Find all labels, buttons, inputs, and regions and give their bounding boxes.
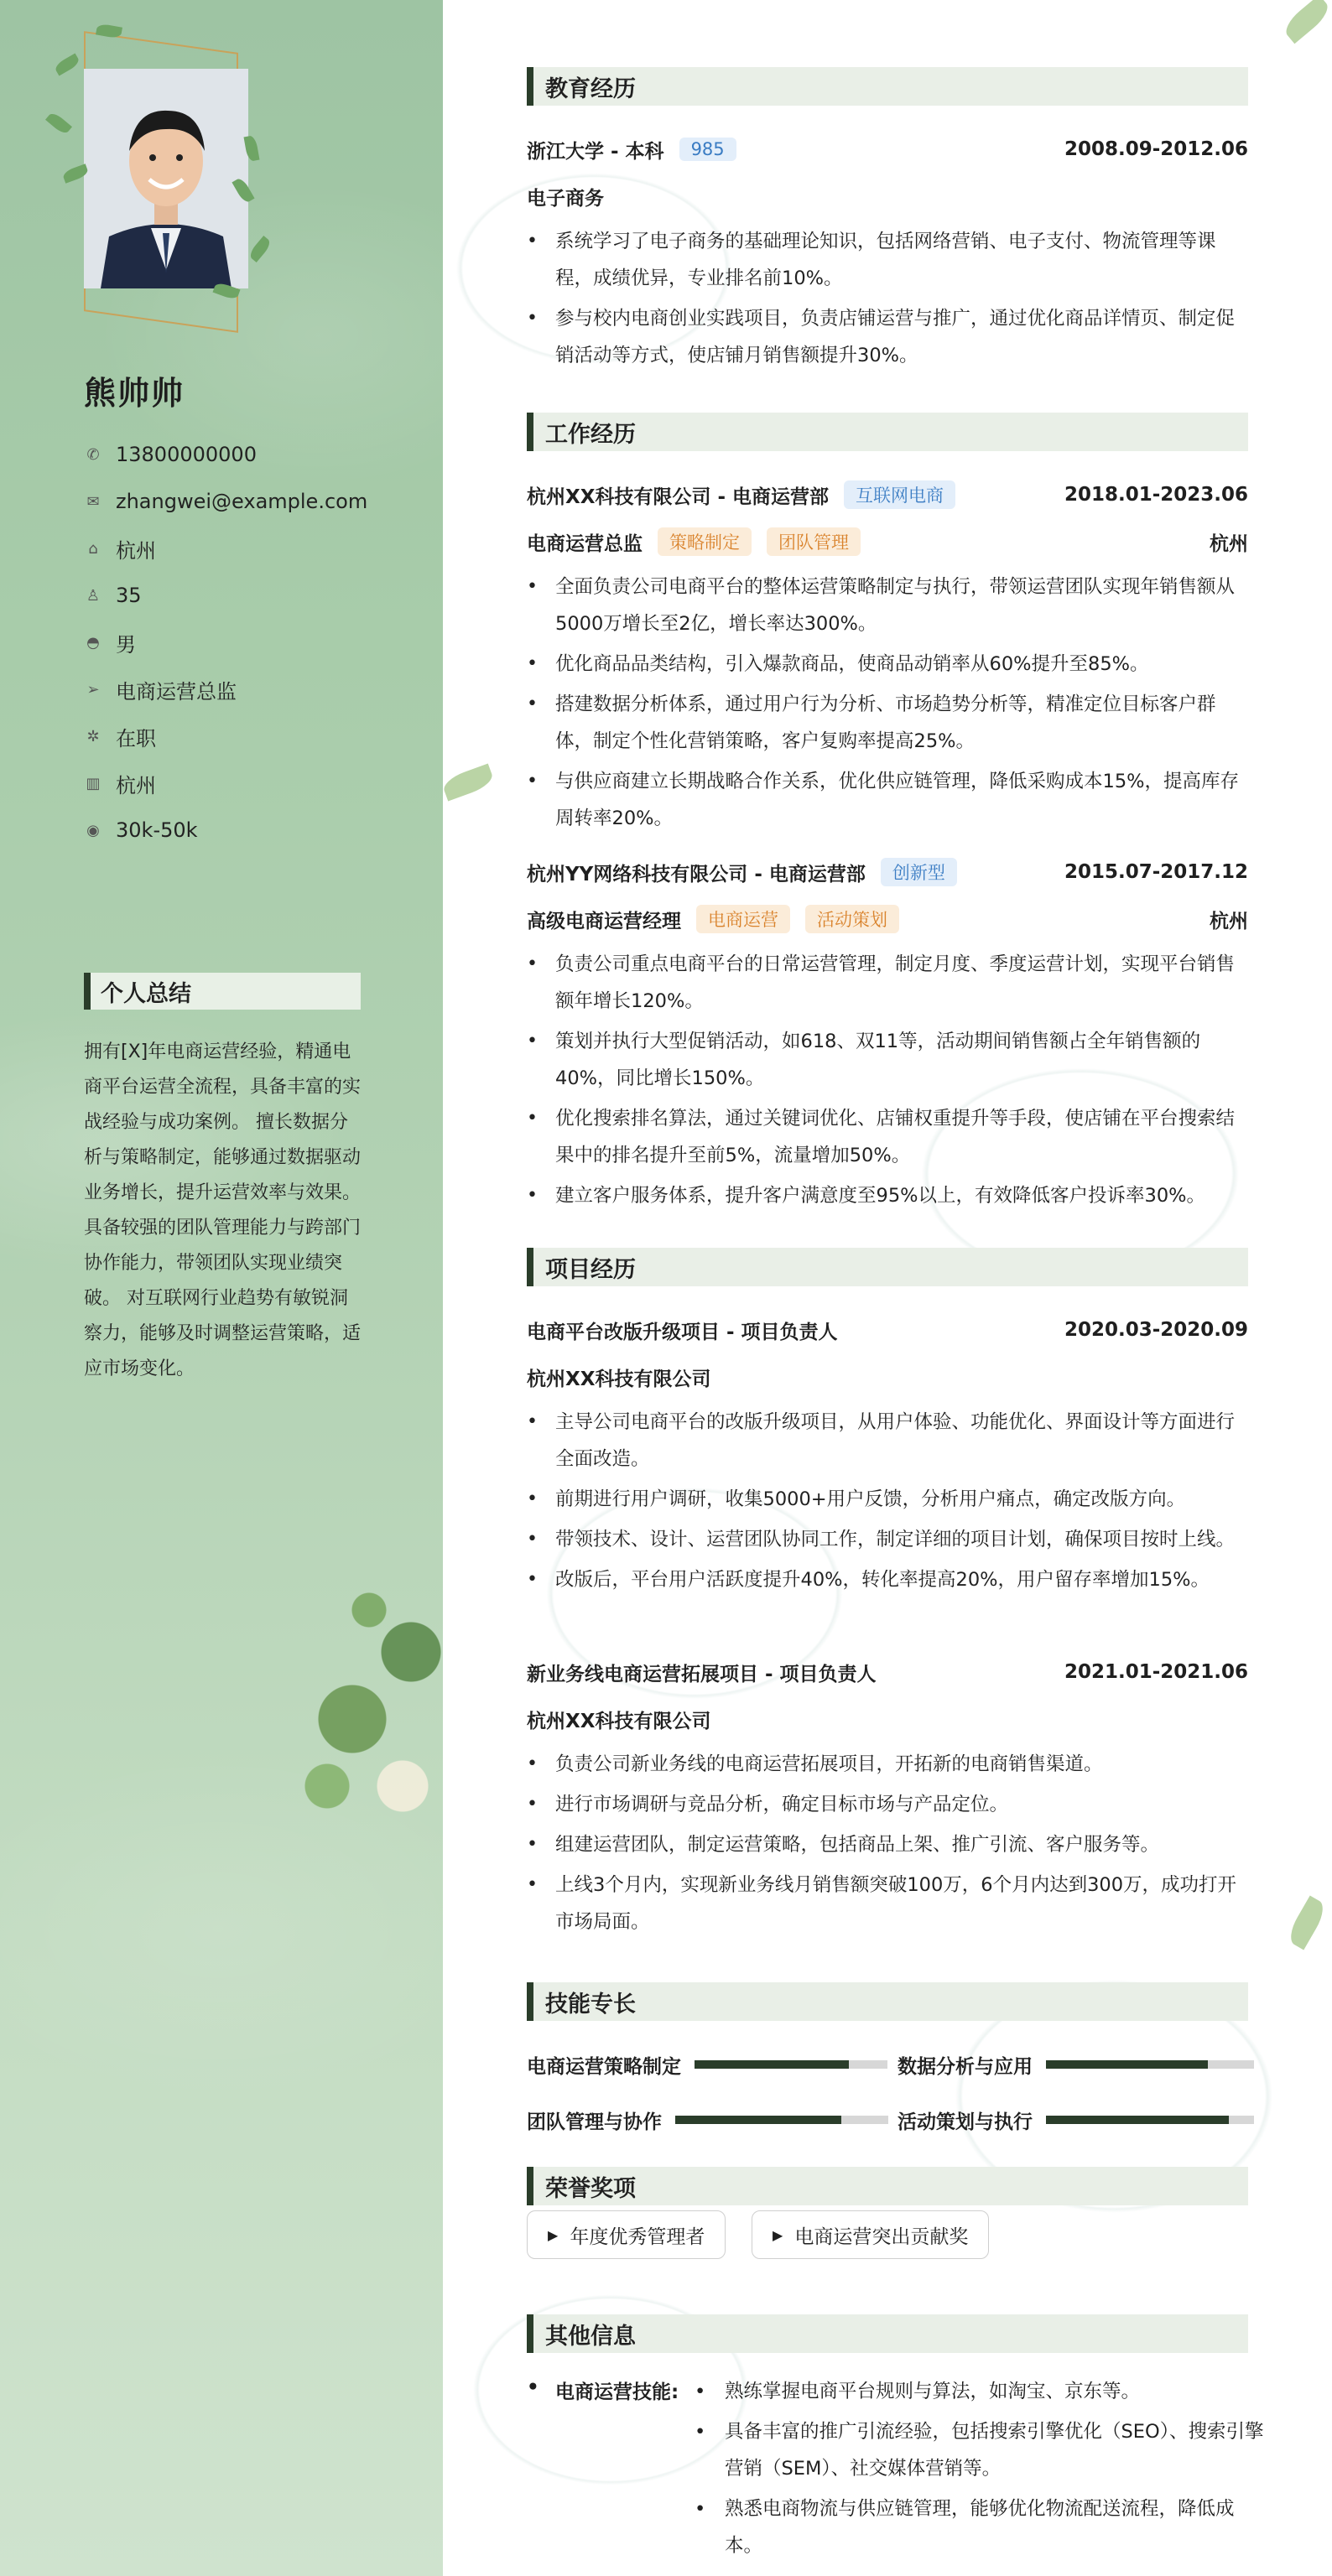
skill-bar [675, 2116, 888, 2124]
list-item: • 策划并执行大型促销活动，如618、双11等，活动期间销售额占全年销售额的40%，同比增长150%。 [527, 1023, 1248, 1097]
list-item: • 负责公司新业务线的电商运营拓展项目，开拓新的电商销售渠道。 [527, 1746, 1248, 1783]
info-item [84, 666, 367, 713]
info-text: 杭州 [116, 538, 156, 563]
leaf-icon [54, 53, 81, 75]
job-role: 电商运营总监 [527, 532, 643, 555]
list-item: • 系统学习了电子商务的基础理论知识，包括网络营销、电子支付、物流管理等课程，成绩优异，专业排名前10%。 [527, 223, 1248, 297]
award-label: 电商运营突出贡献奖 [794, 2225, 969, 2248]
summary-section [84, 973, 361, 1387]
major-name: 电子商务 [527, 187, 604, 210]
company-tag: 创新型 [881, 858, 957, 886]
project-company-row [527, 1362, 1248, 1392]
list-item: • 上线3个月内，实现新业务线月销售额突破100万，6个月内达到300万，成功打开市场局面。 [527, 1867, 1248, 1940]
skill-bar-fill [1046, 2116, 1229, 2124]
list-item: • 前期进行用户调研，收集5000+用户反馈，分析用户痛点，确定改版方向。 [527, 1481, 1248, 1518]
summary-heading: 个人总结 [84, 973, 361, 1010]
phone-icon: ✆ [86, 445, 100, 464]
education-header-row [527, 134, 1248, 164]
other-heading: 其他信息 [527, 2314, 1248, 2353]
status-icon: ✲ [86, 727, 100, 745]
job-bullets [527, 946, 1248, 1218]
project-company: 杭州XX科技有限公司 [527, 1368, 711, 1390]
info-text: 13800000000 [116, 443, 257, 466]
skill-item [898, 2049, 1254, 2080]
list-item: • 负责公司重点电商平台的日常运营管理，制定月度、季度运营计划，实现平台销售额年增长120%。 [527, 946, 1248, 1020]
job-city: 杭州 [1210, 532, 1248, 555]
contact-info-list [84, 431, 367, 854]
play-triangle-icon: ▶ [548, 2226, 559, 2243]
mail-icon: ✉ [86, 492, 100, 511]
job-bullets [527, 569, 1248, 840]
project-period: 2021.01-2021.06 [1064, 1661, 1248, 1683]
other-list [695, 2373, 1265, 2568]
info-text: 电商运营总监 [116, 679, 237, 704]
list-item: • 优化搜索排名算法，通过关键词优化、店铺权重提升等手段，使店铺在平台搜索结果中的排名提升至前5%，流量增加50%。 [527, 1100, 1248, 1174]
job-period: 2015.07-2017.12 [1064, 861, 1248, 883]
project-bullets [527, 1746, 1248, 1944]
skill-item [527, 2105, 888, 2135]
info-item [84, 572, 367, 619]
project-header-row [527, 1315, 1248, 1345]
job-city: 杭州 [1210, 910, 1248, 932]
info-item [84, 478, 367, 525]
list-item: • 组建运营团队，制定运营策略，包括商品上架、推广引流、客户服务等。 [527, 1826, 1248, 1863]
award-badge [752, 2210, 989, 2259]
summary-text: 拥有[X]年电商运营经验，精通电商平台运营全流程，具备丰富的实战经验与成功案例。 擅长数据分析与策略制定，能够通过数据驱动业务增长，提升运营效率与效果。 具备较强的团队管理能力与跨部门协作能力，带领团队实现业绩突破。 对互联网行业趋势有敏锐洞察力，能够及时调整运营策略，适应市场变化。 [84, 1041, 362, 1379]
award-badge [527, 2210, 726, 2259]
role-tag: 活动策划 [805, 905, 899, 933]
skills-heading: 技能专长 [527, 1982, 1248, 2021]
salary-icon: ◉ [86, 821, 100, 839]
other-label: • 电商运营技能: [527, 2376, 679, 2404]
candidate-name: 熊帅帅 [84, 375, 185, 412]
list-item: • 熟悉电商物流与供应链管理，能够优化物流配送流程，降低成本。 [695, 2490, 1265, 2564]
info-item [84, 619, 367, 666]
role-tag: 电商运营 [696, 905, 790, 933]
gender-icon: ◓ [86, 633, 100, 652]
sidebar [0, 0, 443, 2576]
awards-heading: 荣誉奖项 [527, 2167, 1248, 2205]
avatar-frame [46, 25, 264, 327]
skill-bar [1046, 2116, 1254, 2124]
info-text: 在职 [116, 726, 156, 750]
school-tag: 985 [679, 138, 736, 161]
company-name: 杭州YY网络科技有限公司 - 电商运营部 [527, 863, 866, 886]
skill-name: 团队管理与协作 [527, 2111, 662, 2133]
list-item: • 全面负责公司电商平台的整体运营策略制定与执行，带领运营团队实现年销售额从5000万增长至2亿，增长率达300%。 [527, 569, 1248, 642]
project-period: 2020.03-2020.09 [1064, 1319, 1248, 1341]
list-item: • 具备丰富的推广引流经验，包括搜索引擎优化（SEO）、搜索引擎营销（SEM）、社交媒体营销等。 [695, 2413, 1265, 2487]
info-item [84, 807, 367, 854]
skill-bar-fill [695, 2060, 849, 2069]
skill-name: 活动策划与执行 [898, 2111, 1033, 2133]
info-text: 男 [116, 632, 136, 657]
info-item [84, 713, 367, 760]
project-name: 新业务线电商运营拓展项目 - 项目负责人 [527, 1663, 877, 1685]
play-triangle-icon: ▶ [773, 2226, 783, 2243]
flower-decoration [294, 1551, 443, 1828]
education-heading: 教育经历 [527, 67, 1248, 106]
job-role-row [527, 904, 1248, 934]
project-company: 杭州XX科技有限公司 [527, 1710, 711, 1732]
education-period: 2008.09-2012.06 [1064, 138, 1248, 160]
list-item: • 搭建数据分析体系，通过用户行为分析、市场趋势分析等，精准定位目标客户群体，制定个性化营销策略，客户复购率提高25%。 [527, 686, 1248, 760]
job-period: 2018.01-2023.06 [1064, 484, 1248, 506]
school-name: 浙江大学 - 本科 [527, 140, 664, 163]
skill-name: 数据分析与应用 [898, 2055, 1033, 2078]
skill-bar [1046, 2060, 1254, 2069]
award-label: 年度优秀管理者 [570, 2225, 705, 2248]
project-header-row [527, 1657, 1248, 1687]
skill-bar-fill [675, 2116, 841, 2124]
leaf-icon [45, 111, 72, 136]
age-icon: ♙ [86, 586, 101, 605]
role-tag: 策略制定 [658, 527, 752, 556]
building-icon: ▥ [86, 774, 101, 792]
list-item: • 建立客户服务体系，提升客户满意度至95%以上，有效降低客户投诉率30%。 [527, 1177, 1248, 1214]
list-item: • 进行市场调研与竞品分析，确定目标市场与产品定位。 [527, 1786, 1248, 1823]
info-item [84, 431, 367, 478]
skill-bar [695, 2060, 887, 2069]
info-item [84, 760, 367, 807]
project-bullets [527, 1404, 1248, 1602]
skill-bar-fill [1046, 2060, 1208, 2069]
company-tag: 互联网电商 [844, 480, 955, 509]
role-tag: 团队管理 [767, 527, 861, 556]
project-name: 电商平台改版升级项目 - 项目负责人 [527, 1321, 838, 1343]
send-icon: ➢ [86, 680, 100, 699]
projects-heading: 项目经历 [527, 1248, 1248, 1286]
list-item: • 带领技术、设计、运营团队协同工作，制定详细的项目计划，确保项目按时上线。 [527, 1521, 1248, 1558]
education-bullets [527, 223, 1248, 377]
major-row [527, 181, 1248, 211]
job-role-row [527, 527, 1248, 557]
list-item: • 熟练掌握电商平台规则与算法，如淘宝、京东等。 [695, 2373, 1265, 2410]
home-icon: ⌂ [88, 539, 98, 558]
info-text: zhangwei@example.com [116, 490, 368, 513]
leaf-icon [247, 236, 273, 262]
job-header-row [527, 480, 1248, 510]
skill-item [527, 2049, 887, 2080]
info-item [84, 525, 367, 572]
work-heading: 工作经历 [527, 413, 1248, 451]
avatar [84, 69, 248, 288]
info-text: 30k-50k [116, 818, 198, 842]
company-name: 杭州XX科技有限公司 - 电商运营部 [527, 486, 830, 508]
job-role: 高级电商运营经理 [527, 910, 681, 932]
list-item: • 优化商品品类结构，引入爆款商品，使商品动销率从60%提升至85%。 [527, 646, 1248, 683]
list-item: • 改版后，平台用户活跃度提升40%，转化率提高20%，用户留存率增加15%。 [527, 1561, 1248, 1598]
info-text: 35 [116, 584, 142, 607]
skill-name: 电商运营策略制定 [527, 2055, 681, 2078]
list-item: • 参与校内电商创业实践项目，负责店铺运营与推广，通过优化商品详情页、制定促销活动等方式，使店铺月销售额提升30%。 [527, 300, 1248, 374]
project-company-row [527, 1704, 1248, 1734]
list-item: • 与供应商建立长期战略合作关系，优化供应链管理，降低采购成本15%，提高库存周转率20%。 [527, 763, 1248, 837]
list-item: • 主导公司电商平台的改版升级项目，从用户体验、功能优化、界面设计等方面进行全面改造。 [527, 1404, 1248, 1478]
skill-item [898, 2105, 1254, 2135]
info-text: 杭州 [116, 773, 156, 797]
job-header-row [527, 857, 1248, 887]
avatar-portrait [84, 69, 248, 288]
main-content [443, 0, 1332, 2576]
